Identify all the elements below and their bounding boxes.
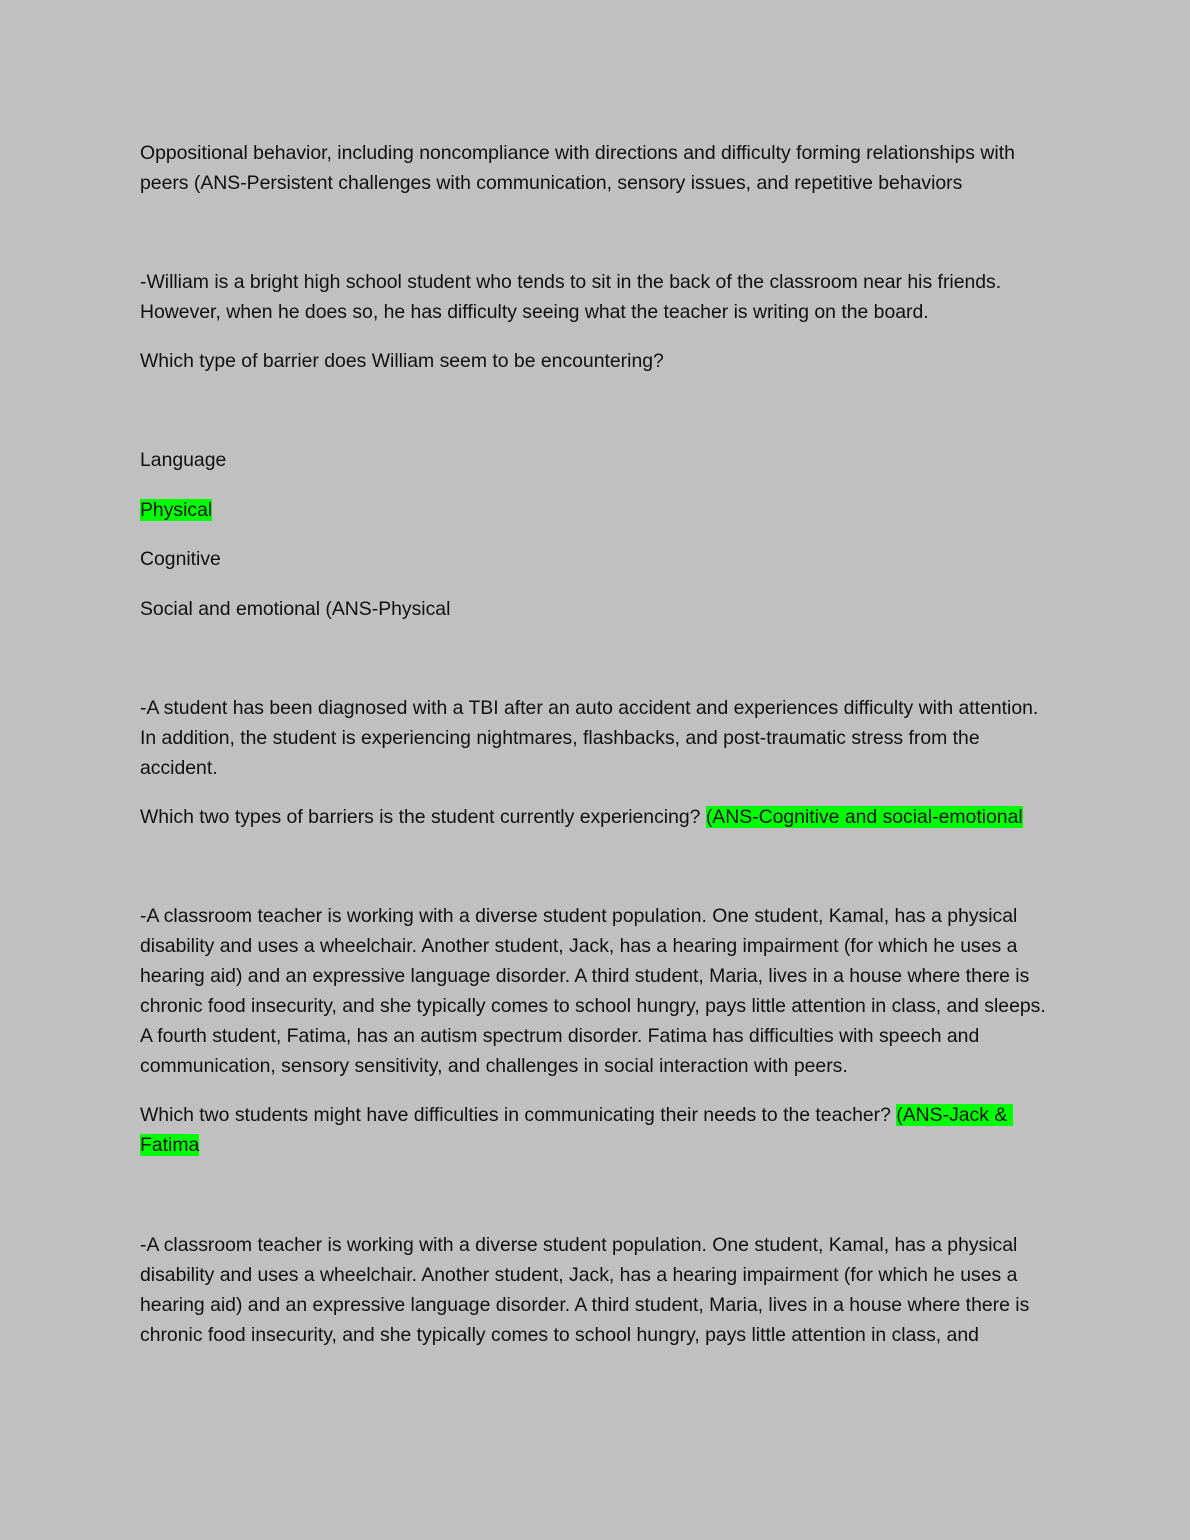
option-language: Language	[140, 449, 227, 471]
question-2-text	[140, 802, 1055, 832]
option-physical-highlighted	[140, 495, 1055, 525]
question-2-stem: -A student has been diagnosed with a TBI after an auto accident and experiences difficulty with attention. In addition, the student is experiencing nightmares, flashbacks, and post-traumatic stress from the accident.	[140, 697, 1044, 779]
paragraph-answer-previous: Oppositional behavior, including noncompliance with directions and difficulty forming relationships with peers (ANS-Persistent challenges with communication, sensory issues, and repetitive behaviors	[140, 142, 1021, 194]
question-1-stem: -William is a bright high school student who tends to sit in the back of the classroom near his friends. However, when he does so, he has difficulty seeing what the teacher is writing on the board.	[140, 271, 1007, 323]
question-3-text	[140, 1100, 1055, 1160]
highlighted-answer: (ANS-Jack & Fatima	[140, 1104, 1013, 1156]
option-cognitive: Cognitive	[140, 548, 221, 570]
question-2-prompt: Which two types of barriers is the student currently experiencing?	[140, 806, 706, 828]
highlighted-answer: Physical	[140, 499, 213, 521]
question-4-stem: -A classroom teacher is working with a diverse student population. One student, Kamal, has a physical disability and uses a wheelchair. Another student, Jack, has a hearing impairment (for which he uses a hearing aid) and an expressive language disorder. A third student, Maria, lives in a house where there is chronic food insecurity, and she typically comes to school hungry, pays little attention in class, and	[140, 1234, 1035, 1346]
question-3-stem: -A classroom teacher is working with a diverse student population. One student, Kamal, has a physical disability and uses a wheelchair. Another student, Jack, has a hearing impairment (for which he uses a hearing aid) and an expressive language disorder. A third student, Maria, lives in a house where there is chronic food insecurity, and she typically comes to school hungry, pays little attention in class, and sleeps. A fourth student, Fatima, has an autism spectrum disorder. Fatima has difficulties with speech and communication, sensory sensitivity, and challenges in social interaction with peers.	[140, 905, 1051, 1077]
highlighted-answer: (ANS-Cognitive and social-emotional	[705, 806, 1023, 828]
question-3-prompt: Which two students might have difficulties in communicating their needs to the teacher?	[140, 1104, 897, 1126]
question-1-text: Which type of barrier does William seem to be encountering?	[140, 350, 664, 372]
option-social-emotional: Social and emotional (ANS-Physical	[140, 598, 451, 620]
